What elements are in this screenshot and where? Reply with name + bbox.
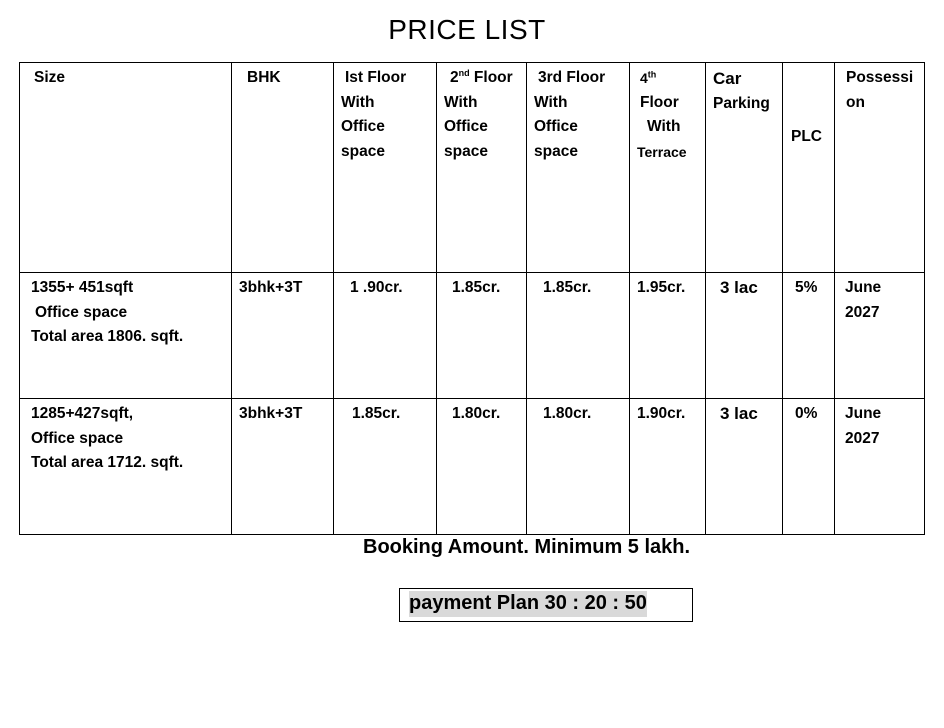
- booking-amount-text: Booking Amount. Minimum 5 lakh.: [363, 536, 691, 558]
- table-row: [20, 399, 925, 535]
- cell-car-parking: 3 lac: [706, 399, 783, 535]
- cell-floor4-price: 1.90cr.: [630, 399, 706, 535]
- cell-bhk: 3bhk+3T: [232, 399, 334, 535]
- cell-car-parking: 3 lac: [706, 273, 783, 399]
- cell-floor2-price: 1.80cr.: [437, 399, 527, 535]
- header-floor2: 2nd Floor With Office space: [437, 63, 527, 273]
- cell-plc: 0%: [783, 399, 835, 535]
- header-plc: PLC: [783, 63, 835, 273]
- header-row: [20, 63, 925, 273]
- cell-possession: June 2027: [835, 273, 925, 399]
- price-table: [19, 62, 925, 535]
- header-floor4: 4th Floor With Terrace: [630, 63, 706, 273]
- cell-floor4-price: 1.95cr.: [630, 273, 706, 399]
- header-car-parking: Car Parking: [706, 63, 783, 273]
- cell-size: 1285+427sqft, Office space Total area 1712. sqft.: [20, 399, 232, 535]
- cell-floor1-price: 1.85cr.: [334, 399, 437, 535]
- payment-plan-box: [399, 588, 693, 622]
- cell-size: 1355+ 451sqft Office space Total area 1806. sqft.: [20, 273, 232, 399]
- cell-floor2-price: 1.85cr.: [437, 273, 527, 399]
- header-possession: Possessi on: [835, 63, 925, 273]
- cell-floor3-price: 1.80cr.: [527, 399, 630, 535]
- cell-plc: 5%: [783, 273, 835, 399]
- cell-floor1-price: 1 .90cr.: [334, 273, 437, 399]
- payment-plan-text: payment Plan 30 : 20 : 50: [409, 591, 647, 617]
- table-row: [20, 273, 925, 399]
- cell-bhk: 3bhk+3T: [232, 273, 334, 399]
- cell-possession: June 2027: [835, 399, 925, 535]
- cell-floor3-price: 1.85cr.: [527, 273, 630, 399]
- page-title: PRICE LIST: [388, 14, 546, 45]
- header-floor1: Ist Floor With Office space: [334, 63, 437, 273]
- header-floor3: 3rd Floor With Office space: [527, 63, 630, 273]
- header-size: Size: [20, 63, 232, 273]
- header-bhk: BHK: [232, 63, 334, 273]
